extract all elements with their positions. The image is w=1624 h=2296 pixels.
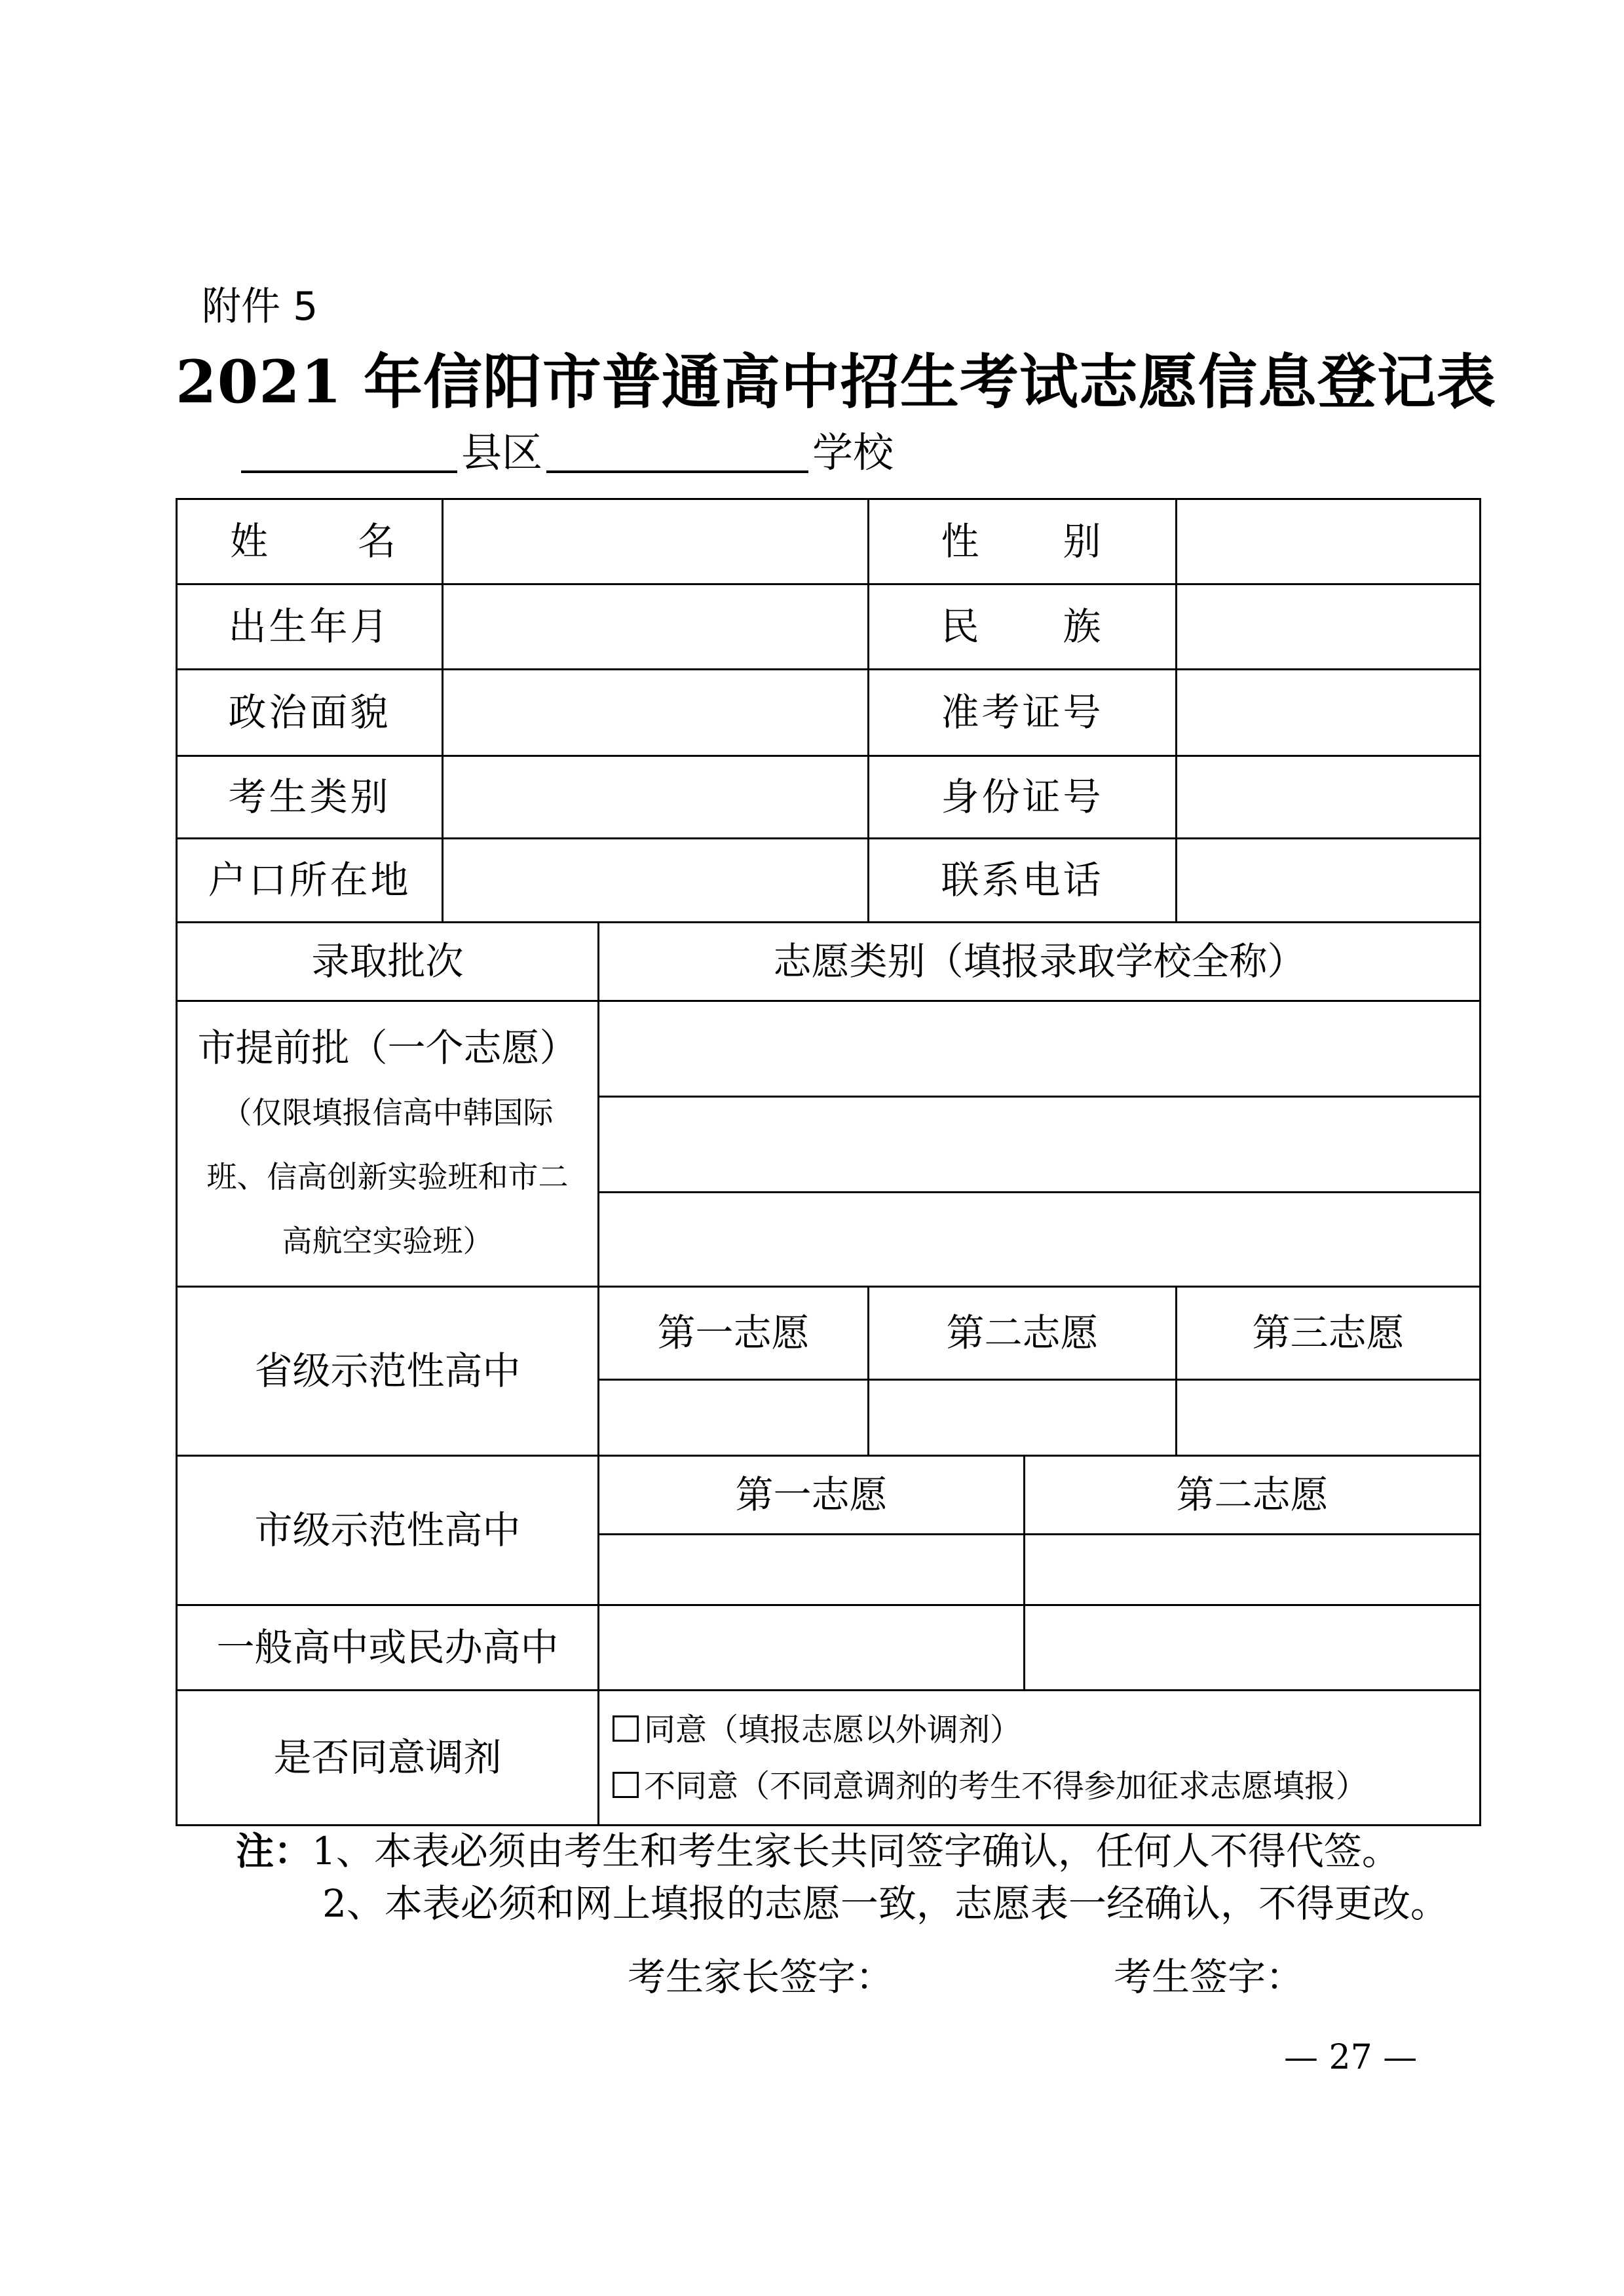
school-label: 学校	[812, 429, 894, 476]
county-blank[interactable]	[241, 431, 457, 473]
page-number: — 27 —	[1284, 2038, 1418, 2077]
ethnicity-label: 民 族	[869, 584, 1177, 670]
row-name	[177, 499, 1481, 584]
row-political	[177, 670, 1481, 756]
early-batch-title: 市提前批（一个志愿）	[197, 1025, 578, 1070]
registration-form-table	[176, 498, 1481, 1826]
provincial-choice-1-label: 第一志愿	[599, 1287, 869, 1380]
name-field[interactable]	[443, 499, 869, 584]
id-number-label: 身份证号	[869, 756, 1177, 839]
parent-signature-label: 考生家长签字：	[628, 1955, 894, 1999]
category-header: 志愿类别（填报录取学校全称）	[599, 923, 1481, 1001]
early-batch-note-2: 班、信高创新实验班和市二	[206, 1158, 569, 1195]
provincial-choice-1-field[interactable]	[599, 1380, 869, 1456]
candidate-type-label: 考生类别	[177, 756, 443, 839]
batch-header: 录取批次	[177, 923, 599, 1001]
birth-label: 出生年月	[177, 584, 443, 670]
agree-checkbox[interactable]	[613, 1715, 639, 1742]
early-batch-note-3: 高航空实验班）	[282, 1223, 493, 1259]
note-line-1: 注：1、本表必须由考生和考生家长共同签字确认，任何人不得代签。	[236, 1829, 1400, 1873]
phone-field[interactable]	[1177, 839, 1481, 923]
provincial-label: 省级示范性高中	[177, 1287, 599, 1456]
general-label: 一般高中或民办高中	[177, 1605, 599, 1691]
gender-field[interactable]	[1177, 499, 1481, 584]
exam-id-label: 准考证号	[869, 670, 1177, 756]
agree-label: 同意（填报志愿以外调剂）	[644, 1711, 1022, 1748]
adjust-disagree-option[interactable]	[599, 1758, 1479, 1814]
row-category	[177, 756, 1481, 839]
political-field[interactable]	[443, 670, 869, 756]
school-blank[interactable]	[546, 431, 808, 473]
note-prefix: 注：	[236, 1829, 312, 1873]
municipal-label: 市级示范性高中	[177, 1456, 599, 1605]
name-label-a: 姓	[230, 519, 269, 564]
candidate-type-field[interactable]	[443, 756, 869, 839]
municipal-choice-1-label: 第一志愿	[599, 1456, 1025, 1535]
notes	[236, 1825, 1448, 1930]
row-general	[177, 1605, 1481, 1691]
note-line-2: 2、本表必须和网上填报的志愿一致，志愿表一经确认，不得更改。	[322, 1881, 1448, 1926]
name-label-cell	[177, 499, 443, 584]
early-batch-label	[177, 1001, 599, 1287]
gender-label: 性 别	[869, 499, 1177, 584]
page-title: 2021 年信阳市普通高中招生考试志愿信息登记表	[176, 347, 1496, 417]
row-batch-header	[177, 923, 1481, 1001]
municipal-choice-1-field[interactable]	[599, 1535, 1025, 1605]
general-choice-2-field[interactable]	[1025, 1605, 1481, 1691]
county-school-line	[241, 419, 897, 478]
row-birth	[177, 584, 1481, 670]
disagree-checkbox[interactable]	[613, 1772, 639, 1798]
early-batch-note-1: （仅限填报信高中韩国际	[221, 1094, 554, 1130]
political-label: 政治面貌	[177, 670, 443, 756]
adjust-label: 是否同意调剂	[177, 1691, 599, 1826]
row-provincial-header	[177, 1287, 1481, 1380]
row-municipal-header	[177, 1456, 1481, 1535]
provincial-choice-2-label: 第二志愿	[869, 1287, 1177, 1380]
phone-label: 联系电话	[869, 839, 1177, 923]
id-number-field[interactable]	[1177, 756, 1481, 839]
name-label-b: 名	[357, 519, 396, 564]
adjust-options	[599, 1691, 1481, 1826]
row-adjust	[177, 1691, 1481, 1826]
county-label: 县区	[461, 429, 543, 476]
residence-field[interactable]	[443, 839, 869, 923]
row-early-1	[177, 1001, 1481, 1097]
early-batch-field-3[interactable]	[599, 1193, 1481, 1287]
birth-field[interactable]	[443, 584, 869, 670]
residence-label: 户口所在地	[177, 839, 443, 923]
provincial-choice-3-label: 第三志愿	[1177, 1287, 1481, 1380]
disagree-label: 不同意（不同意调剂的考生不得参加征求志愿填报）	[644, 1767, 1368, 1805]
general-choice-1-field[interactable]	[599, 1605, 1025, 1691]
attachment-label: 附件 5	[202, 284, 318, 330]
ethnicity-field[interactable]	[1177, 584, 1481, 670]
early-batch-field-1[interactable]	[599, 1001, 1481, 1097]
exam-id-field[interactable]	[1177, 670, 1481, 756]
student-signature-label: 考生签字：	[1114, 1955, 1304, 1999]
provincial-choice-2-field[interactable]	[869, 1380, 1177, 1456]
row-residence	[177, 839, 1481, 923]
municipal-choice-2-field[interactable]	[1025, 1535, 1481, 1605]
early-batch-field-2[interactable]	[599, 1097, 1481, 1193]
provincial-choice-3-field[interactable]	[1177, 1380, 1481, 1456]
adjust-agree-option[interactable]	[599, 1702, 1479, 1758]
municipal-choice-2-label: 第二志愿	[1025, 1456, 1481, 1535]
